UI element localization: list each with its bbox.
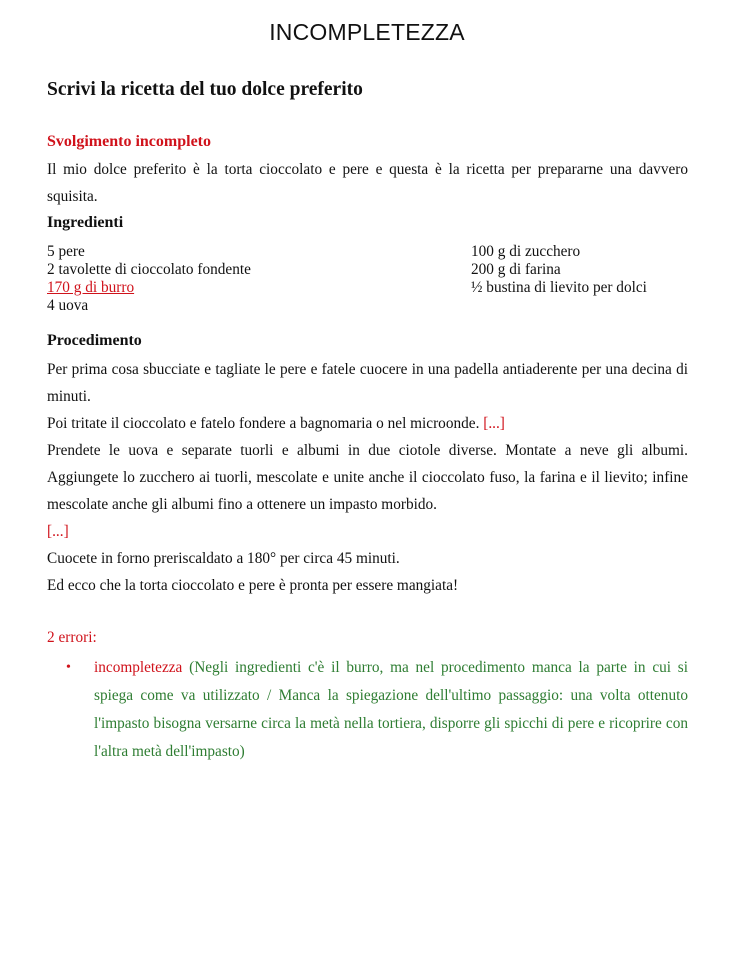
ingredient-item: 4 uova (47, 297, 89, 314)
ingredient-item: 100 g di zucchero (471, 243, 581, 260)
assignment-prompt: Scrivi la ricetta del tuo dolce preferito (47, 79, 363, 100)
errors-count-label: 2 errori: (47, 629, 97, 646)
ingredient-item: 2 tavolette di cioccolato fondente (47, 261, 251, 278)
ingredients-column-right (471, 243, 647, 315)
error-item (66, 654, 688, 766)
section-label: Svolgimento incompleto (47, 133, 211, 150)
procedure-step: Cuocete in forno preriscaldato a 180° per circa 45 minuti. (47, 550, 400, 567)
procedure-step-text: Poi tritate il cioccolato e fatelo fondere a bagnomaria o nel microonde. (47, 415, 480, 432)
ingredient-item: ½ bustina di lievito per dolci (471, 279, 647, 296)
intro-paragraph: Il mio dolce preferito è la torta cioccolato e pere e questa è la ricetta per prepararne una davvero squisita. (47, 161, 688, 205)
ingredient-item-highlighted: 170 g di burro (47, 279, 135, 296)
procedure-heading: Procedimento (47, 332, 142, 349)
page-title: INCOMPLETEZZA (269, 19, 465, 45)
omission-marker: [...] (47, 523, 69, 540)
procedure-step: Prendete le uova e separate tuorli e albumi in due ciotole diverse. Montate a neve gli albumi. Aggiungete lo zucchero ai tuorli, mescolate e unite anche il cioccolato fuso, la farina e il lievito; infine mescolate anche gli albumi fino a ottenere un impasto morbido. (47, 442, 688, 513)
procedure-step (47, 410, 688, 437)
procedure-step: Per prima cosa sbucciate e tagliate le pere e fatele cuocere in una padella antiaderente per una decina di minuti. (47, 361, 688, 405)
omission-marker: [...] (483, 415, 505, 432)
error-explanation: (Negli ingredienti c'è il burro, ma nel procedimento manca la parte in cui si spiega come va utilizzato / Manca la spiegazione dell'ultimo passaggio: una volta ottenuto l'impasto bisogna versarne circa la metà nella tortiera, disporre gli spicchi di pere e ricoprire con l'altra metà dell'impasto) (94, 659, 688, 760)
error-list (66, 654, 688, 766)
ingredient-item: 5 pere (47, 243, 85, 260)
error-type: incompletezza (94, 659, 183, 676)
procedure-body (47, 356, 688, 599)
ingredients-heading: Ingredienti (47, 214, 124, 231)
ingredients-column-left (47, 243, 471, 315)
bullet-icon: • (66, 660, 71, 675)
procedure-step: Ed ecco che la torta cioccolato e pere è pronta per essere mangiata! (47, 577, 459, 594)
ingredient-item: 200 g di farina (471, 261, 561, 278)
ingredients-list (47, 243, 707, 315)
